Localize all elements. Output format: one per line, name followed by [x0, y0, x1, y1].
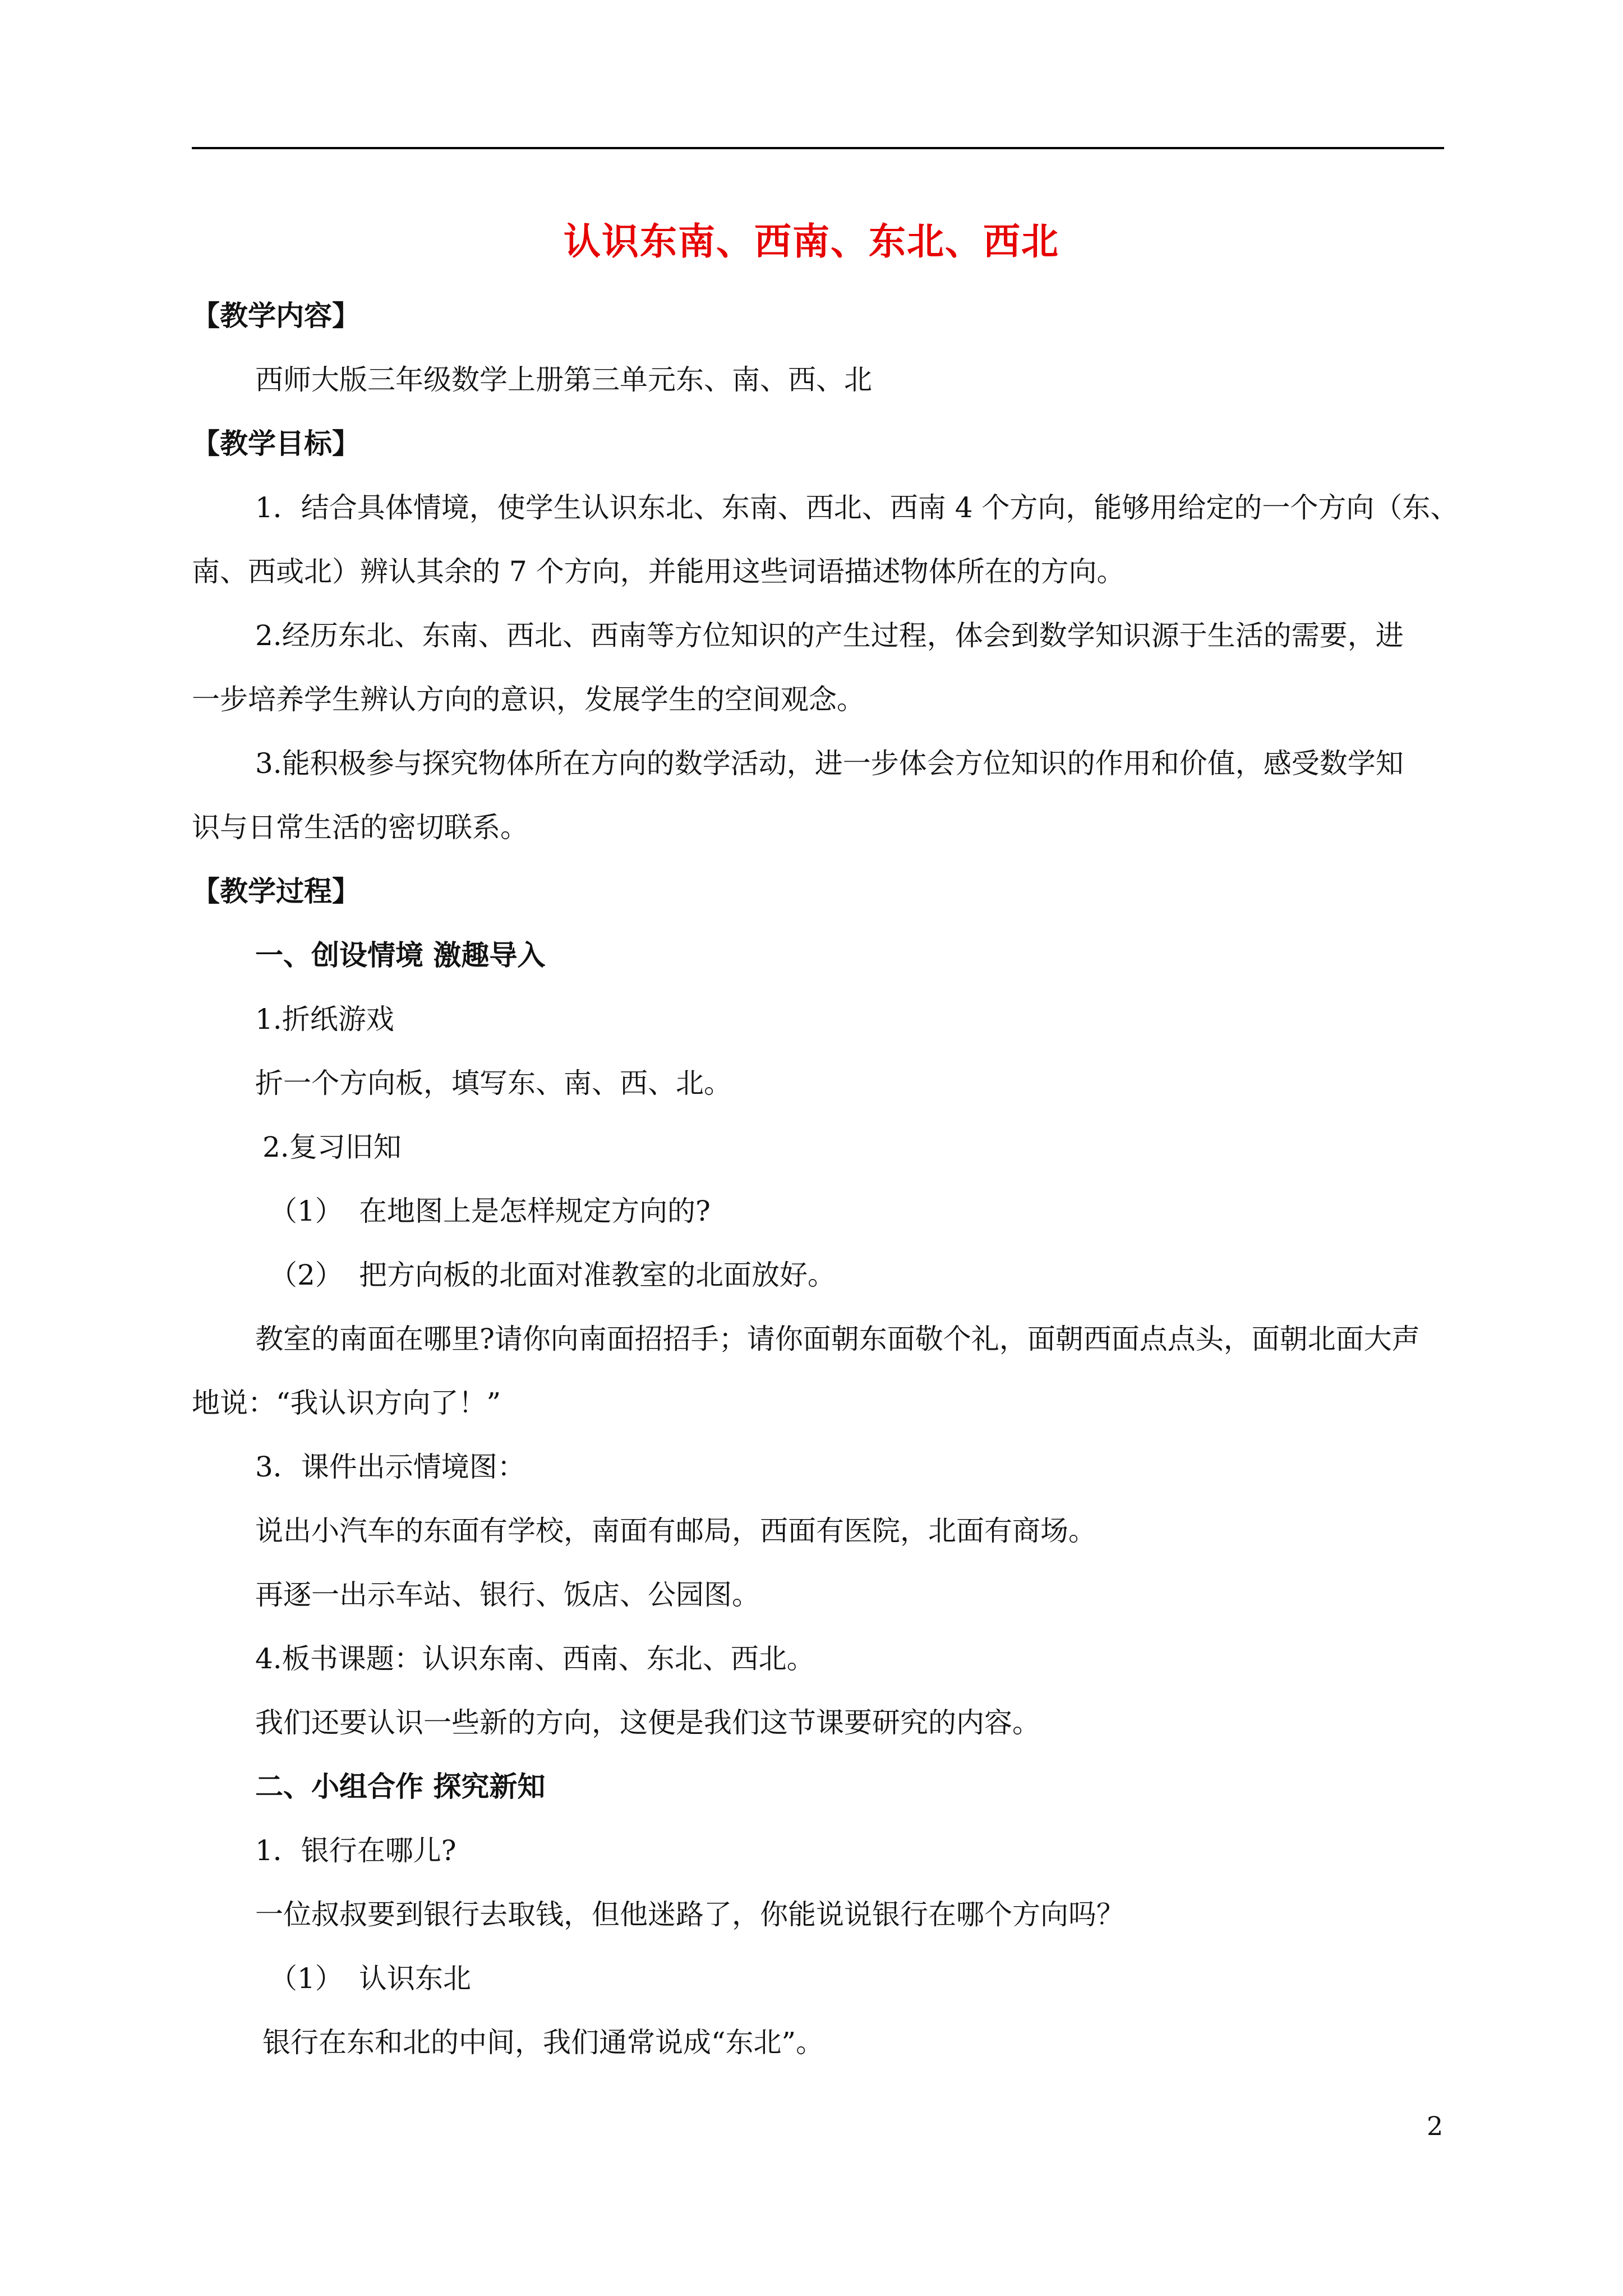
subsection-heading: 二、小组合作 探究新知	[255, 1770, 546, 1803]
paragraph: 我们还要认识一些新的方向，这便是我们这节课要研究的内容。	[255, 1706, 1040, 1739]
section-heading-content: 【教学内容】	[192, 299, 360, 332]
list-item: 2.复习旧知	[262, 1131, 402, 1163]
paragraph: 折一个方向板，填写东、南、西、北。	[255, 1067, 732, 1099]
paragraph: 3.能积极参与探究物体所在方向的数学活动，进一步体会方位知识的作用和价值，感受数学知	[255, 747, 1404, 780]
paragraph: 教室的南面在哪里?请你向南面招招手；请你面朝东面敬个礼，面朝西面点点头，面朝北面大声	[255, 1323, 1420, 1355]
paragraph: 地说：“我认识方向了！”	[192, 1387, 501, 1419]
paragraph: 一步培养学生辨认方向的意识，发展学生的空间观念。	[192, 683, 865, 716]
paragraph: 识与日常生活的密切联系。	[192, 811, 528, 844]
document-title: 认识东南、西南、东北、西北	[564, 219, 1059, 263]
header-rule	[192, 147, 1444, 149]
list-item: 把方向板的北面对准教室的北面放好。	[359, 1259, 836, 1291]
paragraph: 银行在东和北的中间，我们通常说成“东北”。	[262, 2026, 824, 2059]
list-number: （1）	[269, 1195, 343, 1227]
list-number: （2）	[269, 1259, 343, 1291]
paragraph: 再逐一出示车站、银行、饭店、公园图。	[255, 1579, 760, 1611]
paragraph: 南、西或北）辨认其余的 7 个方向，并能用这些词语描述物体所在的方向。	[192, 555, 1125, 588]
list-item: 在地图上是怎样规定方向的?	[359, 1195, 711, 1227]
section-heading-process: 【教学过程】	[192, 875, 360, 908]
paragraph: 一位叔叔要到银行去取钱，但他迷路了，你能说说银行在哪个方向吗？	[255, 1898, 1124, 1931]
paragraph: 西师大版三年级数学上册第三单元东、南、西、北	[255, 364, 872, 396]
section-heading-goals: 【教学目标】	[192, 427, 360, 460]
list-number: （1）	[269, 1962, 343, 1995]
paragraph: 说出小汽车的东面有学校，南面有邮局，西面有医院，北面有商场。	[255, 1515, 1096, 1547]
list-item: 4.板书课题：认识东南、西南、东北、西北。	[255, 1642, 815, 1675]
list-item: 1.折纸游戏	[255, 1003, 394, 1036]
list-item: 认识东北	[359, 1962, 471, 1995]
list-item: 3．课件出示情境图：	[255, 1451, 525, 1483]
page-number: 2	[1427, 2111, 1444, 2141]
paragraph: 2.经历东北、东南、西北、西南等方位知识的产生过程，体会到数学知识源于生活的需要，进	[255, 619, 1404, 652]
list-item: 1．银行在哪儿?	[255, 1834, 457, 1867]
paragraph: 1．结合具体情境，使学生认识东北、东南、西北、西南 4 个方向，能够用给定的一个方向（东、	[255, 491, 1459, 524]
subsection-heading: 一、创设情境 激趣导入	[255, 938, 546, 972]
